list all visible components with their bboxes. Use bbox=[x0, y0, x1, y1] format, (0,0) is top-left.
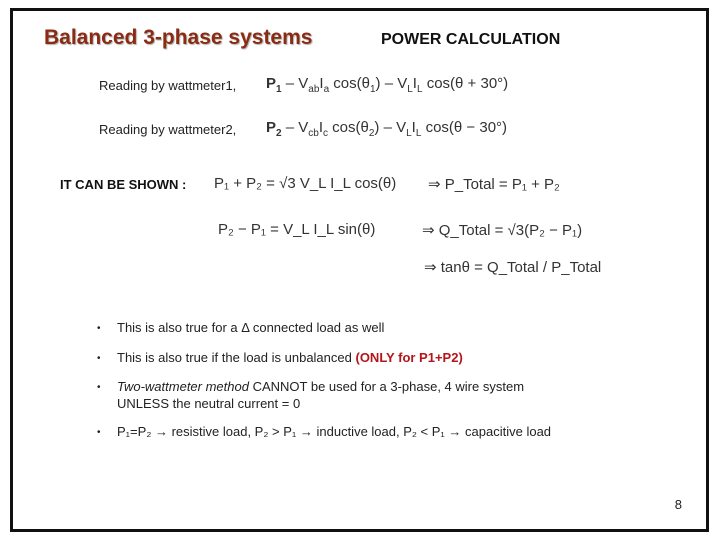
equation-tan-theta: ⇒ tanθ = Q_Total / P_Total bbox=[424, 259, 602, 276]
only-p1-p2-highlight: (ONLY for P1+P2) bbox=[355, 350, 463, 365]
equation-power-sum: P₁ + P₂ = √3 V_L I_L cos(θ) bbox=[214, 175, 397, 192]
page-number: 8 bbox=[674, 497, 682, 512]
bullet-unbalanced-load: • This is also true if the load is unbalanced (ONLY for P1+P2) bbox=[97, 350, 463, 365]
bullet-dot: • bbox=[97, 322, 101, 334]
wattmeter1-label: Reading by wattmeter1, bbox=[99, 78, 237, 93]
wattmeter1-equation: $P_1 - V_{ab}I_a$ $\cos(\theta_1) - V_LI_L$ cos(θ + 30°) bbox=[266, 75, 509, 95]
wattmeter2-equation: $P_2 - V_{cb}I_c$ $\cos(\theta_2) - V_LI_L$ cos(θ − 30°) bbox=[266, 119, 508, 139]
equation-p-total: ⇒ P_Total = P₁ + P₂ bbox=[428, 176, 560, 193]
neutral-current-condition: UNLESS the neutral current = 0 bbox=[117, 395, 301, 411]
bullet-dot: • bbox=[97, 426, 101, 438]
equation-q-total: ⇒ Q_Total = √3(P₂ − P₁) bbox=[422, 222, 583, 239]
bullet-delta-load: • This is also true for a Δ connected load as well bbox=[97, 320, 385, 335]
bullet-dot: • bbox=[97, 381, 101, 393]
bullet-two-wattmeter-method: • Two-wattmeter method CANNOT be used for a 3-phase, 4 wire system UNLESS the neutral current = 0 bbox=[97, 379, 525, 411]
slide-title: Balanced 3-phase systems bbox=[44, 26, 313, 49]
bullet-dot: • bbox=[97, 352, 101, 364]
slide-subtitle: POWER CALCULATION bbox=[381, 31, 561, 48]
bullet-load-type-comparison: • P₁=P₂ → resistive load, P₂ > P₁ → inductive load, P₂ < P₁ → capacitive load bbox=[97, 424, 552, 439]
wattmeter2-label: Reading by wattmeter2, bbox=[99, 122, 237, 137]
it-can-be-shown-label: IT CAN BE SHOWN : bbox=[60, 177, 187, 192]
equation-power-difference: P₂ − P₁ = V_L I_L sin(θ) bbox=[218, 221, 376, 238]
